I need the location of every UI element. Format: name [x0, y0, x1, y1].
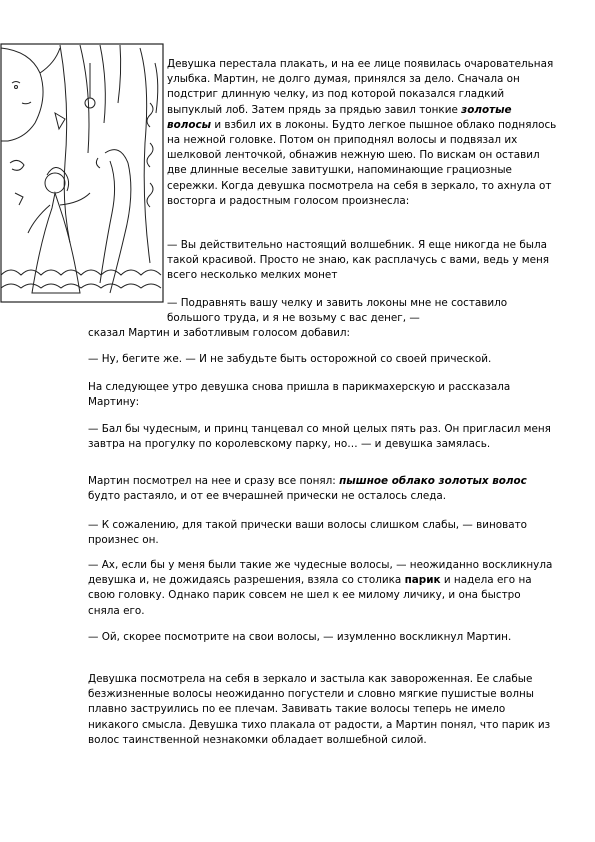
paragraph-9 — [88, 558, 553, 619]
paragraph-3-continued — [88, 326, 553, 341]
paragraph-8-text: — К сожалению, для такой прически ваши волосы слишком слабы, — виновато произнес он. — [88, 519, 528, 547]
paragraph-7-end: будто растаяло, и от ее вчерашней прически не осталось следа. — [88, 490, 447, 503]
paragraph-4-text: — Ну, бегите же. — И не забудьте быть осторожной со своей прической. — [88, 353, 492, 365]
paragraph-7-start: Мартин посмотрел на нее и сразу все понял: — [88, 475, 340, 487]
story-illustration — [0, 43, 165, 305]
paragraph-9-start: — Ах, если бы у меня были такие же чудесные волосы, — неожиданно воскликнула девушка и, не дожидаясь разрешения, взяла со столика — [88, 559, 553, 587]
paragraph-8 — [88, 518, 553, 548]
paragraph-10 — [88, 630, 553, 645]
paragraph-5 — [88, 380, 553, 410]
emphasis-wig: парик — [404, 574, 441, 587]
paragraph-2 — [167, 238, 557, 284]
paragraph-11-text: Девушка посмотрела на себя в зеркало и застыла как завороженная. Ее слабые безжизненные волосы неожиданно погустели и словно мягкие пушистые волны плавно заструились по ее плечам. Завивать такие волосы теперь не имело никакого смысла. Девушка тихо плакала от радости, а Мартин понял, что парик из волос таинственной незнакомки обладает волшебной силой. — [88, 673, 551, 746]
paragraph-4 — [88, 352, 553, 367]
paragraph-2-text: — Вы действительно настоящий волшебник. Я еще никогда не была такой красивой. Просто не знаю, как расплачусь с вами, ведь у меня всего несколько мелких монет — [167, 239, 550, 282]
paragraph-1-start: Девушка перестала плакать, и на ее лице появилась очаровательная улыбка. Мартин, не долго думая, принялся за дело. Сначала он подстриг длинную челку, из под которой показался гладкий выпуклый лоб. Затем прядь за прядью завил тонкие — [167, 58, 554, 116]
paragraph-1 — [167, 57, 557, 209]
paragraph-1-end: и взбил их в локоны. Будто легкое пышное облако поднялось на нежной головке. Потом он приподнял волосы и подвязал их шелковой ленточкой, обнажив нежную шею. По вискам он оставил две длинные веселые завитушки, напоминающие грациозные сережки. Когда девушка посмотрела на себя в зеркало, то ахнула от восторга и радостным голосом произнесла: — [167, 118, 557, 207]
paragraph-3-text: — Подравнять вашу челку и завить локоны мне не составило большого труда, и я не возьму с вас денег, — — [167, 297, 508, 325]
paragraph-7 — [88, 474, 553, 504]
paragraph-6-text: — Бал бы чудесным, и принц танцевал со мной целых пять раз. Он пригласил меня завтра на прогулку по королевскому парку, но… — и девушка замялась. — [88, 423, 551, 451]
paragraph-6 — [88, 422, 553, 452]
paragraph-11 — [88, 672, 553, 748]
paragraph-5-text: На следующее утро девушка снова пришла в парикмахерскую и рассказала Мартину: — [88, 381, 511, 409]
emphasis-golden-hair: золотые волосы — [167, 103, 512, 131]
paragraph-3-continued-text: сказал Мартин и заботливым голосом добавил: — [88, 327, 351, 339]
emphasis-cloud-of-hair: пышное облако золотых волос — [339, 475, 527, 487]
paragraph-10-text: — Ой, скорее посмотрите на свои волосы, — изумленно воскликнул Мартин. — [88, 631, 512, 643]
paragraph-3 — [167, 296, 557, 326]
paragraph-9-end: и надела его на свою головку. Однако парик совсем не шел к ее милому личику, и она быстро сняла его. — [88, 574, 532, 617]
